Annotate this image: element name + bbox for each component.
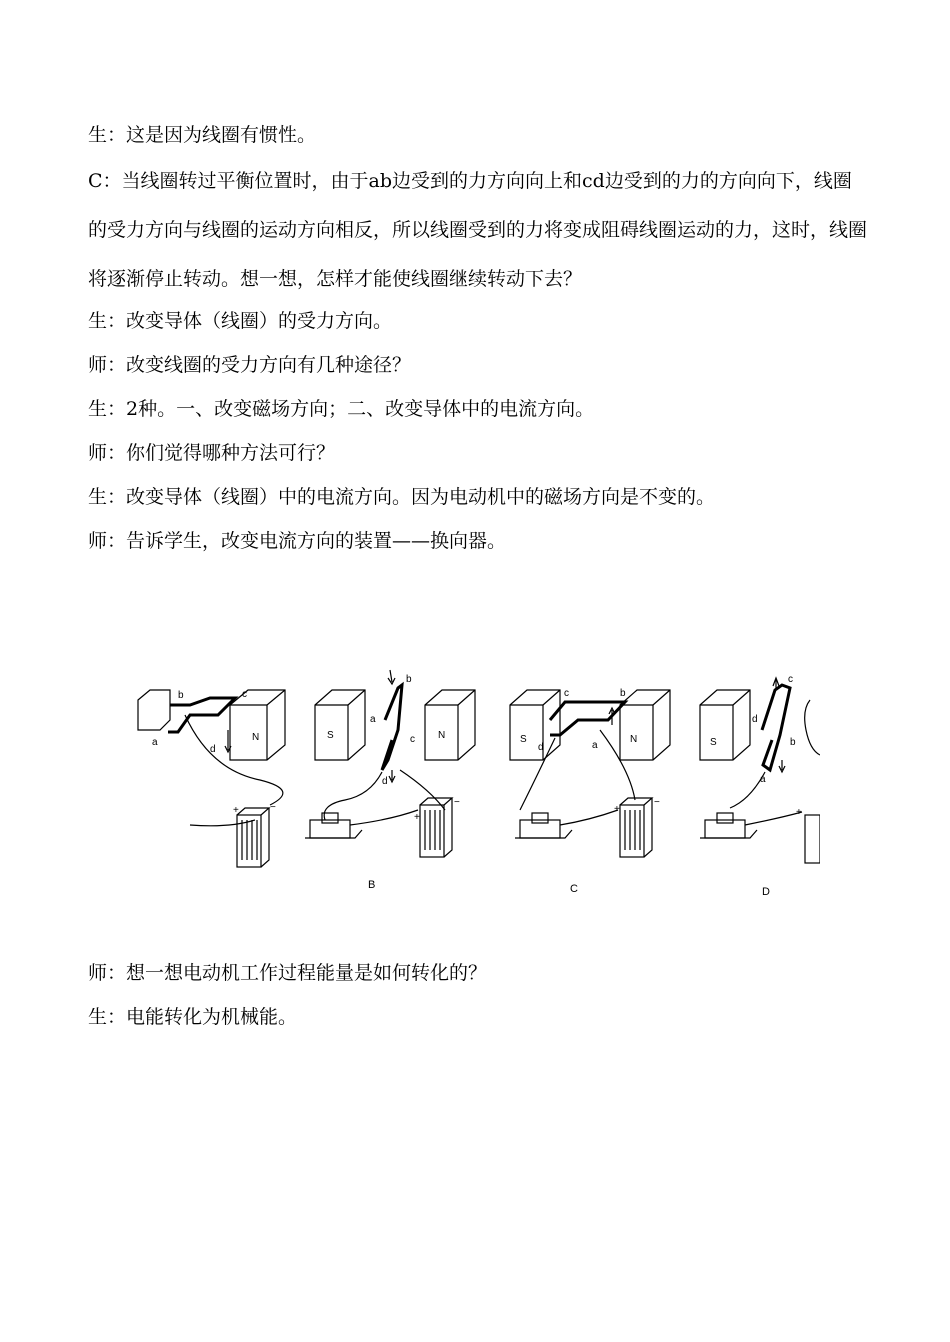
dialogue-line: 师：你们觉得哪种方法可行？: [88, 442, 336, 464]
panel-label-d: D: [762, 886, 770, 898]
panel-label-c: C: [570, 883, 578, 895]
battery-plus-b: +: [414, 812, 420, 823]
coil-letter-a-a: a: [152, 737, 158, 748]
coil-letter-a-b: a: [370, 714, 376, 725]
panel-label-b: B: [368, 879, 376, 891]
motor-commutator-figure: [130, 660, 820, 900]
dialogue-line: 生：改变导体（线圈）的受力方向。: [88, 310, 393, 332]
motor-panel-a: [138, 690, 285, 867]
dialogue-line: 生：改变导体（线圈）中的电流方向。因为电动机中的磁场方向是不变的。: [88, 486, 716, 508]
motor-panel-d: [700, 678, 820, 863]
dialogue-bottom: [88, 951, 868, 1039]
coil-letter-d-d: d: [752, 714, 758, 725]
coil-letter-b-c: b: [620, 688, 626, 699]
motor-panel-c: [510, 690, 670, 857]
magnet-n-c: N: [630, 734, 638, 745]
coil-letter-c-b: c: [410, 734, 415, 745]
magnet-n-a: N: [252, 732, 260, 743]
battery-minus-b: −: [454, 797, 460, 808]
coil-letter-d-c: d: [538, 742, 544, 753]
coil-letter-c-a: c: [242, 689, 247, 700]
dialogue-line: 师：想一想电动机工作过程能量是如何转化的？: [88, 962, 488, 984]
battery-plus-c: +: [614, 804, 620, 815]
coil-letter-a-c: a: [592, 740, 598, 751]
coil-letter-d-a: d: [210, 744, 216, 755]
coil-letter-a-d: a: [760, 774, 766, 785]
coil-letter-b-b: b: [406, 674, 412, 685]
dialogue-paragraph: C：当线圈转过平衡位置时，由于ab边受到的力方向向上和cd边受到的力的方向向下，线圈的受力方向与线圈的运动方向相反，所以线圈受到的力将变成阻碍线圈运动的力，这时，线圈将逐渐停止转动。想一想，怎样才能使线圈继续转动下去？: [88, 170, 868, 290]
magnet-s-d: S: [710, 737, 717, 748]
coil-letter-d-b: d: [382, 776, 388, 787]
battery-minus-a: −: [270, 802, 276, 813]
dialogue-line: 生：这是因为线圈有惯性。: [88, 124, 317, 146]
battery-plus-a: +: [233, 805, 239, 816]
coil-letter-b-d: b: [790, 737, 796, 748]
battery-plus-d: +: [796, 807, 802, 818]
coil-letter-c-c: c: [564, 688, 569, 699]
magnet-n-b: N: [438, 730, 446, 741]
dialogue-top: [88, 113, 868, 563]
magnet-s-b: S: [327, 730, 334, 741]
dialogue-line: 师：告诉学生，改变电流方向的装置——换向器。: [88, 530, 507, 552]
dialogue-line: 生：2种。一、改变磁场方向；二、改变导体中的电流方向。: [88, 398, 595, 420]
coil-letter-c-d: c: [788, 674, 793, 685]
coil-letter-b-a: b: [178, 690, 184, 701]
magnet-s-c: S: [520, 734, 527, 745]
motor-panel-b: [305, 670, 475, 857]
dialogue-line: 师：改变线圈的受力方向有几种途径？: [88, 354, 412, 376]
dialogue-line: 生：电能转化为机械能。: [88, 1006, 298, 1028]
battery-minus-c: −: [654, 797, 660, 808]
